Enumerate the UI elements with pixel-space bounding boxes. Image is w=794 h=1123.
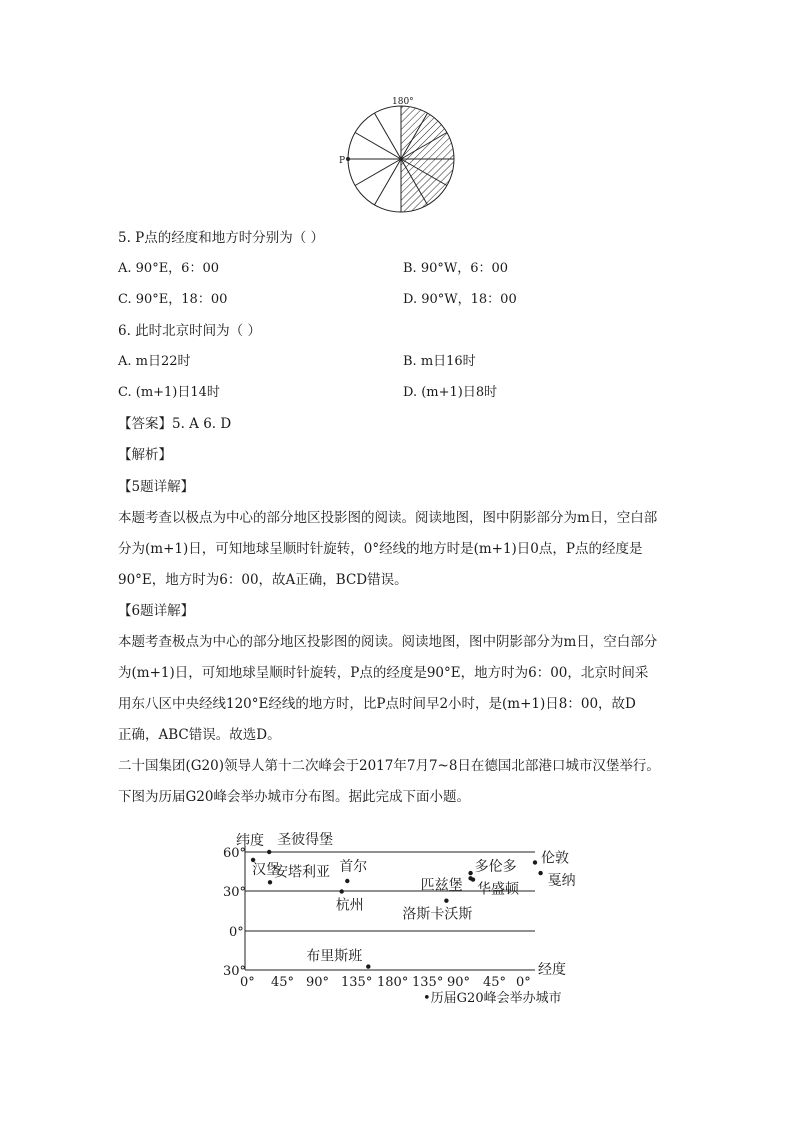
q5-stem: 5. P点的经度和地方时分别为（ ） xyxy=(118,230,325,246)
q5-option-b: B. 90°W，6：00 xyxy=(403,261,509,276)
q6-option-a: A. m日22时 xyxy=(118,354,191,369)
polar-projection-figure xyxy=(0,0,794,230)
x-tick-135e: 135° xyxy=(341,975,373,990)
y-tick-60: 60° xyxy=(223,846,247,861)
q6-option-b: B. m日16时 xyxy=(403,354,476,369)
x-tick-90e: 90° xyxy=(306,975,330,990)
meridian-spoke xyxy=(355,133,401,160)
q6-detail-line-3: 用东八区中央经线120°E经线的地方时，比P点时间早2小时，是(m+1)日8：00，故D xyxy=(118,696,636,712)
intro-line-1: 二十国集团(G20)领导人第十二次峰会于2017年7月7~8日在德国北部港口城市汉堡举行。 xyxy=(118,758,660,774)
city-point xyxy=(366,964,370,968)
city-point xyxy=(538,871,542,875)
city-label: 多伦多 xyxy=(474,859,517,876)
q5-detail-line-2: 分为(m+1)日，可知地球呈顺时针旋转，0°经线的地方时是(m+1)日0点，P点的经度是 xyxy=(118,541,643,557)
q5-detail-heading: 【5题详解】 xyxy=(118,479,195,495)
x-tick-0-right: 0° xyxy=(516,975,531,990)
answer-line: 【答案】5. A 6. D xyxy=(118,416,232,432)
city-label: 华盛顿 xyxy=(477,881,519,898)
city-label: 洛斯卡沃斯 xyxy=(402,906,473,923)
x-tick-0-left: 0° xyxy=(240,975,255,990)
y-axis-label: 纬度 xyxy=(236,833,264,849)
city-point xyxy=(533,860,537,864)
q6-detail-line-1: 本题考查极点为中心的部分地区投影图的阅读。阅读地图，图中阴影部分为m日，空白部分 xyxy=(118,634,658,650)
city-point xyxy=(468,871,472,875)
q5-option-d: D. 90°W，18：00 xyxy=(403,292,517,307)
city-label: 杭州 xyxy=(335,897,364,914)
p-label: P xyxy=(339,156,346,166)
q6-detail-line-2: 为(m+1)日，可知地球呈顺时针旋转，P点的经度是90°E，地方时为6：00，北京时间采 xyxy=(118,665,649,681)
city-label: 圣彼得堡 xyxy=(277,832,334,848)
x-tick-180: 180° xyxy=(377,975,409,990)
y-tick-30s: 30° xyxy=(223,964,247,979)
city-point xyxy=(345,879,349,883)
city-label: 安塔利亚 xyxy=(274,864,330,881)
city-label: 汉堡 xyxy=(252,861,281,878)
x-tick-45e: 45° xyxy=(271,975,295,990)
meridian-spoke xyxy=(355,159,401,186)
g20-city-chart xyxy=(0,820,794,1020)
q5-detail-line-1: 本题考查以极点为中心的部分地区投影图的阅读。阅读地图，图中阴影部分为m日，空白部 xyxy=(118,510,658,526)
city-point xyxy=(444,899,448,903)
x-tick-45w: 45° xyxy=(483,975,507,990)
q6-detail-line-4: 正确，ABC错误。故选D。 xyxy=(118,727,281,743)
city-point xyxy=(267,850,271,854)
q6-option-d: D. (m+1)日8时 xyxy=(403,385,498,400)
city-label: 匹兹堡 xyxy=(420,877,463,894)
intro-line-2: 下图为历届G20峰会举办城市分布图。据此完成下面小题。 xyxy=(118,789,470,805)
city-point xyxy=(471,877,475,881)
x-tick-90w: 90° xyxy=(447,975,471,990)
top-longitude-label: 180° xyxy=(392,97,414,107)
city-point xyxy=(268,880,272,884)
city-label: 伦敦 xyxy=(541,850,569,867)
city-label: 戛纳 xyxy=(547,873,576,890)
meridian-spoke xyxy=(375,113,402,159)
city-point xyxy=(340,889,344,893)
y-tick-30n: 30° xyxy=(223,885,247,900)
city-label: 首尔 xyxy=(339,859,368,875)
p-point-marker xyxy=(346,157,350,161)
q6-option-c: C. (m+1)日14时 xyxy=(118,385,220,400)
q5-option-c: C. 90°E，18：00 xyxy=(118,292,228,307)
q5-option-a: A. 90°E，6：00 xyxy=(118,261,219,276)
analysis-heading: 【解析】 xyxy=(118,447,172,463)
x-axis-label: 经度 xyxy=(538,962,566,978)
meridian-spoke xyxy=(375,159,402,205)
legend: •历届G20峰会举办城市 xyxy=(423,991,562,1006)
y-tick-0: 0° xyxy=(229,925,244,940)
q6-stem: 6. 此时北京时间为（ ） xyxy=(118,323,261,339)
x-tick-135w: 135° xyxy=(412,975,444,990)
city-label: 布里斯班 xyxy=(306,948,363,965)
city-markers xyxy=(251,832,576,969)
q5-detail-line-3: 90°E，地方时为6：00，故A正确，BCD错误。 xyxy=(118,572,408,588)
pole-center xyxy=(399,157,402,160)
q6-detail-heading: 【6题详解】 xyxy=(118,603,195,619)
